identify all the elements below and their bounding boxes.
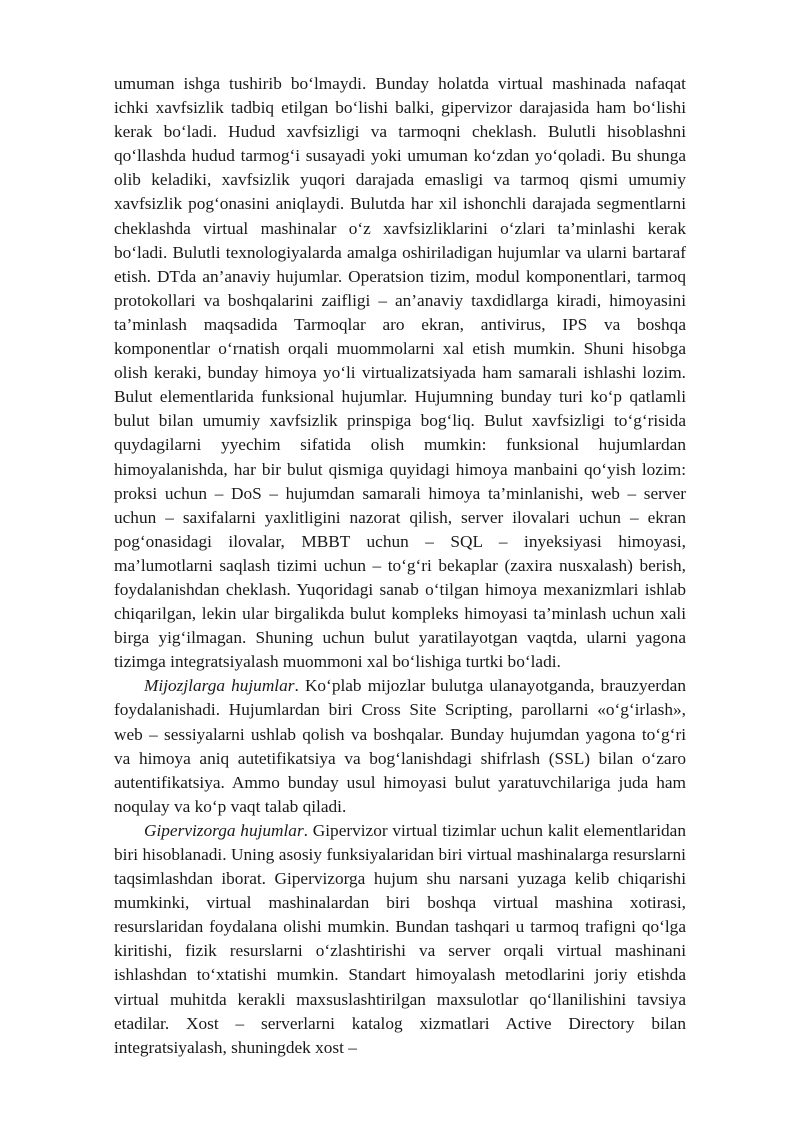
paragraph-client-attacks — [114, 674, 686, 819]
paragraph-text: . Gipervizor virtual tizimlar uchun kalit elementlaridan biri hisoblanadi. Uning asosiy funksiyalaridan biri virtual mashinalarga resurslarni taqsimlashdan iborat. Gipervizorga hujum shu narsani yuzaga kelib chiqarishi mumkinki, virtual mashinalardan biri boshqa virtual mashina xotirasi, resurslaridan foydalana olishi mumkin. Bundan tashqari u tarmoq trafigni qo‘lga kiritishi, fizik resurslarni o‘zlashtirishi va server orqali virtual mashinani ishlashdan to‘xtatishi mumkin. Standart himoyalash metodlarini joriy etishda virtual muhitda kerakli maxsuslashtirilgan maxsulotlar qo‘llanilishini tavsiya etadilar. Xost – serverlarni katalog xizmatlari Active Directory bilan integratsiyalash, shuningdek xost – — [114, 820, 686, 1057]
paragraph-hypervisor-attacks — [114, 819, 686, 1060]
paragraph-text: . Ko‘plab mijozlar bulutga ulanayotganda, brauzyerdan foydalanishadi. Hujumlardan biri Cross Site Scripting, parollarni «o‘g‘irlash», web – sessiyalarni ushlab qolish va boshqalar. Bunday hujumdan yagona to‘g‘ri va himoya aniq autetifikatsiya va bog‘lanishdagi shifrlash (SSL) bilan o‘zaro autentifikatsiya. Ammo bunday usul himoyasi bulut yaratuvchilariga juda ham noqulay va ko‘p vaqt talab qiladi. — [114, 676, 686, 816]
paragraph-text: umuman ishga tushirib bo‘lmaydi. Bunday holatda virtual mashinada nafaqat ichki xavfsizlik tadbiq etilgan bo‘lishi balki, gipervizor darajasida ham bo‘lishi kerak bo‘ladi. Hudud xavfsizligi va tarmoqni cheklash. Bulutli hisoblashni qo‘llashda hudud tarmog‘i susayadi yoki umuman ko‘zdan yo‘qoladi. Bu shunga olib keladiki, xavfsizlik yuqori darajada emasligi va tarmoq qismi umumiy xavfsizlik pog‘onasini aniqlaydi. Bulutda har xil ishonchli darajada segmentlarni cheklashda virtual mashinalar o‘z xavfsizliklarini o‘zlari ta’minlashi kerak bo‘ladi. Bulutli texnologiyalarda amalga oshiriladigan hujumlar va ularni bartaraf etish. DTda an’anaviy hujumlar. Operatsion tizim, modul komponentlari, tarmoq protokollari va boshqalarini zaifligi – an’anaviy taxdidlarga kiradi, himoyasini ta’minlash maqsadida Tarmoqlar aro ekran, antivirus, IPS va boshqa komponentlar o‘rnatish orqali muommolarni xal etish mumkin. Shuni hisobga olish keraki, bunday himoya yo‘li virtualizatsiyada ham samarali ishlashi lozim. Bulut elementlarida funksional hujumlar. Hujumning bunday turi ko‘p qatlamli bulut bilan umumiy xavfsizlik prinspiga bog‘liq. Bulut xavfsizligi to‘g‘risida quydagilarni yyechim sifatida olish mumkin: funksional hujumlardan himoyalanishda, har bir bulut qismiga quyidagi himoya manbaini qo‘yish lozim: proksi uchun – DoS – hujumdan samarali himoya ta’minlanishi, web – server uchun – saxifalarni yaxlitligini nazorat qilish, server ilovalari uchun – ekran pog‘onasidagi ilovalar, MBBT uchun – SQL – inyeksiyasi himoyasi, ma’lumotlarni saqlash tizimi uchun – to‘g‘ri bekaplar (zaxira nusxalash) berish, foydalanishdan cheklash. Yuqoridagi sanab o‘tilgan himoya mexanizmlari ishlab chiqarilgan, lekin ular birgalikda bulut kompleks himoyasi ta’minlash uchun xali birga yig‘ilmagan. Shuning uchun bulut yaratilayotgan vaqtda, ularni yagona tizimga integratsiyalash muommoni xal bo‘lishiga turtki bo‘ladi. — [114, 74, 686, 672]
paragraph-lead-italic: Mijozjlarga hujumlar — [144, 676, 295, 696]
paragraph-lead-italic: Gipervizorga hujumlar — [144, 820, 304, 840]
paragraph-continuation — [114, 72, 686, 674]
document-page — [114, 72, 686, 1060]
